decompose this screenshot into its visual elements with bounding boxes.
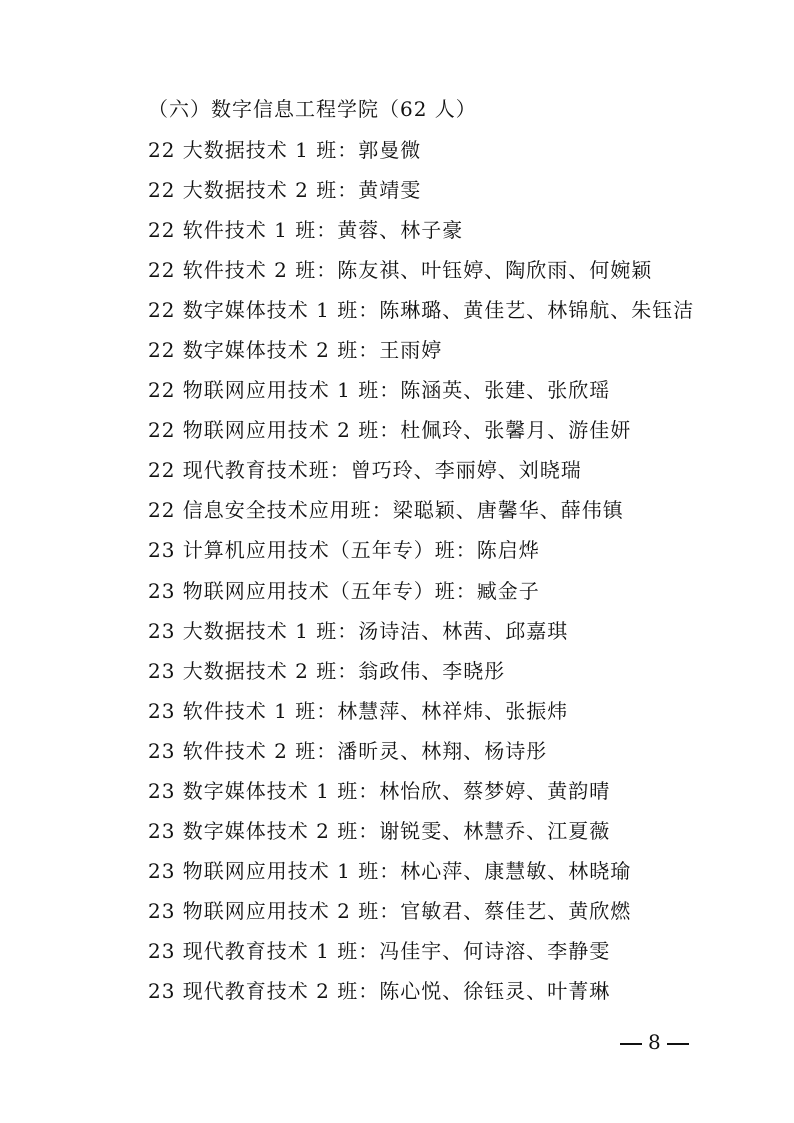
list-item: 22 信息安全技术应用班：梁聪颖、唐馨华、薛伟镇 (148, 498, 624, 523)
list-item: 23 计算机应用技术（五年专）班：陈启烨 (148, 538, 540, 563)
list-item: 22 软件技术 1 班：黄蓉、林子豪 (148, 218, 464, 243)
page-number-value: 8 (648, 1030, 661, 1054)
section-title: （六）数字信息工程学院（62 人） (148, 97, 477, 121)
page-number (614, 1027, 695, 1057)
list-item: 23 大数据技术 2 班：翁政伟、李晓彤 (148, 658, 506, 683)
list-item: 23 物联网应用技术 1 班：林心萍、康慧敏、林晓瑜 (148, 858, 632, 883)
list-item: 23 物联网应用技术 2 班：官敏君、蔡佳艺、黄欣燃 (148, 898, 632, 923)
page-number-dash-left (620, 1043, 642, 1045)
list-item: 23 软件技术 1 班：林慧萍、林祥炜、张振炜 (148, 698, 569, 723)
list-item: 23 物联网应用技术（五年专）班：臧金子 (148, 578, 540, 603)
list-item: 23 软件技术 2 班：潘昕灵、林翔、杨诗彤 (148, 738, 548, 763)
page-number-dash-right (667, 1043, 689, 1045)
list-item: 22 软件技术 2 班：陈友祺、叶钰婷、陶欣雨、何婉颖 (148, 258, 653, 283)
list-item: 22 现代教育技术班：曾巧玲、李丽婷、刘晓瑞 (148, 458, 582, 483)
award-list (148, 133, 694, 1014)
list-item: 23 数字媒体技术 1 班：林怡欣、蔡梦婷、黄韵晴 (148, 778, 611, 803)
list-item: 23 现代教育技术 1 班：冯佳宇、何诗溶、李静雯 (148, 938, 611, 963)
list-item: 22 大数据技术 2 班：黄靖雯 (148, 178, 422, 203)
list-item: 22 大数据技术 1 班：郭曼微 (148, 138, 422, 162)
list-item: 23 大数据技术 1 班：汤诗洁、林茜、邱嘉琪 (148, 618, 569, 643)
list-item: 23 数字媒体技术 2 班：谢锐雯、林慧乔、江夏薇 (148, 818, 611, 843)
list-item: 22 数字媒体技术 2 班：王雨婷 (148, 338, 443, 363)
list-item: 22 物联网应用技术 2 班：杜佩玲、张馨月、游佳妍 (148, 418, 632, 443)
list-item: 23 现代教育技术 2 班：陈心悦、徐钰灵、叶菁琳 (148, 978, 611, 1003)
list-item: 22 数字媒体技术 1 班：陈琳璐、黄佳艺、林锦航、朱钰洁 (148, 298, 695, 323)
list-item: 22 物联网应用技术 1 班：陈涵英、张建、张欣瑶 (148, 378, 611, 403)
